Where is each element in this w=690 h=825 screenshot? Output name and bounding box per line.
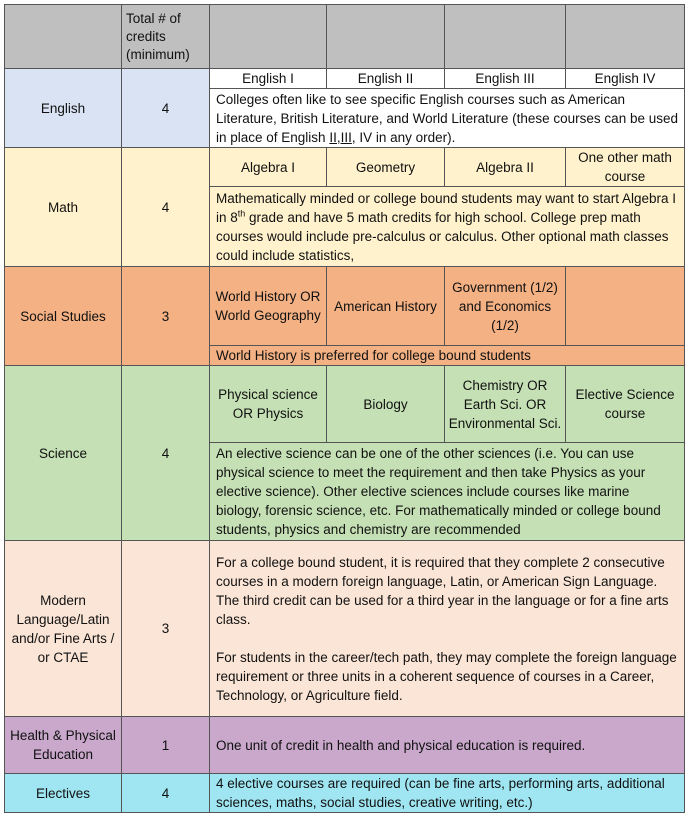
language-note-spacer xyxy=(216,629,678,648)
header-blank-cell xyxy=(210,5,327,69)
language-note-paragraph: For a college bound student, it is required that they complete 2 consecutive courses in a modern foreign language, Latin, or American Sign Language. xyxy=(216,554,665,589)
science-course: Elective Science course xyxy=(566,366,685,443)
header-blank-cell xyxy=(445,5,566,69)
science-course-row xyxy=(5,366,685,443)
electives-credits: 4 xyxy=(122,774,210,813)
english-course: English I xyxy=(210,69,327,89)
health-row xyxy=(5,717,685,774)
language-row xyxy=(5,541,685,717)
header-subject-cell xyxy=(5,5,122,69)
header-credits-label: Total # of credits (minimum) xyxy=(122,5,210,69)
english-note-text-end: , IV in any order). xyxy=(351,129,456,145)
science-note: An elective science can be one of the other sciences (i.e. You can use physical science to meet the requirement and then take Physics as your elective science). Other elective sciences include courses like marine biology, forensic science, etc. For mathematically minded or college bound students, physics and chemistry are recommended xyxy=(210,443,685,541)
english-course: English II xyxy=(327,69,445,89)
science-course: Physical science OR Physics xyxy=(210,366,327,443)
english-course: English IV xyxy=(566,69,685,89)
header-blank-cell xyxy=(327,5,445,69)
health-subject: Health & Physical Education xyxy=(5,717,122,774)
language-note xyxy=(210,541,685,717)
electives-note: 4 elective courses are required (can be fine arts, performing arts, additional sciences, maths, social studies, creative writing, etc.) xyxy=(210,774,685,813)
language-subject: Modern Language/Latin and/or Fine Arts / or CTAE xyxy=(5,541,122,717)
electives-subject: Electives xyxy=(5,774,122,813)
math-note-text: Mathematically minded or college bound students may want to start Algebra I in 8 xyxy=(216,190,676,225)
social-studies-course xyxy=(566,267,685,346)
math-course-row xyxy=(5,148,685,187)
english-course: English III xyxy=(445,69,566,89)
science-subject: Science xyxy=(5,366,122,541)
math-course: One other math course xyxy=(566,148,685,187)
graduation-requirements-table xyxy=(4,4,685,813)
english-note xyxy=(210,89,685,148)
math-subject: Math xyxy=(5,148,122,267)
social-studies-course: American History xyxy=(327,267,445,346)
science-credits: 4 xyxy=(122,366,210,541)
math-course: Geometry xyxy=(327,148,445,187)
science-course: Chemistry OR Earth Sci. OR Environmental Sci. xyxy=(445,366,566,443)
science-course: Biology xyxy=(327,366,445,443)
header-blank-cell xyxy=(566,5,685,69)
language-note-paragraph: For students in the career/tech path, they may complete the foreign language requirement or three units in a coherent sequence of courses in a Career, Technology, or Agriculture field. xyxy=(216,649,677,703)
math-note xyxy=(210,187,685,267)
english-note-roman: II,III xyxy=(329,129,352,145)
social-studies-course: World History OR World Geography xyxy=(210,267,327,346)
english-note-text: Colleges often like to see specific English courses such as American Literature, British Literature, and World Literature (these courses can be used in place of English xyxy=(216,91,678,145)
social-studies-subject: Social Studies xyxy=(5,267,122,366)
math-credits: 4 xyxy=(122,148,210,267)
english-credits: 4 xyxy=(122,69,210,148)
english-course-row xyxy=(5,69,685,89)
math-course: Algebra I xyxy=(210,148,327,187)
language-credits: 3 xyxy=(122,541,210,717)
language-note-paragraph: The third credit can be used for a third year in the language or for a fine arts class. xyxy=(216,592,669,627)
social-studies-credits: 3 xyxy=(122,267,210,366)
health-note: One unit of credit in health and physical education is required. xyxy=(210,717,685,774)
math-note-sup: th xyxy=(237,208,246,218)
math-note-text-end: grade and have 5 math credits for high school. College prep math courses would include pre-calculus or calculus. Other optional math classes could include statistics, xyxy=(216,209,669,263)
electives-row xyxy=(5,774,685,813)
header-row xyxy=(5,5,685,69)
social-studies-course: Government (1/2) and Economics (1/2) xyxy=(445,267,566,346)
health-credits: 1 xyxy=(122,717,210,774)
social-studies-course-row xyxy=(5,267,685,346)
social-studies-note: World History is preferred for college bound students xyxy=(210,346,685,366)
math-course: Algebra II xyxy=(445,148,566,187)
english-subject: English xyxy=(5,69,122,148)
